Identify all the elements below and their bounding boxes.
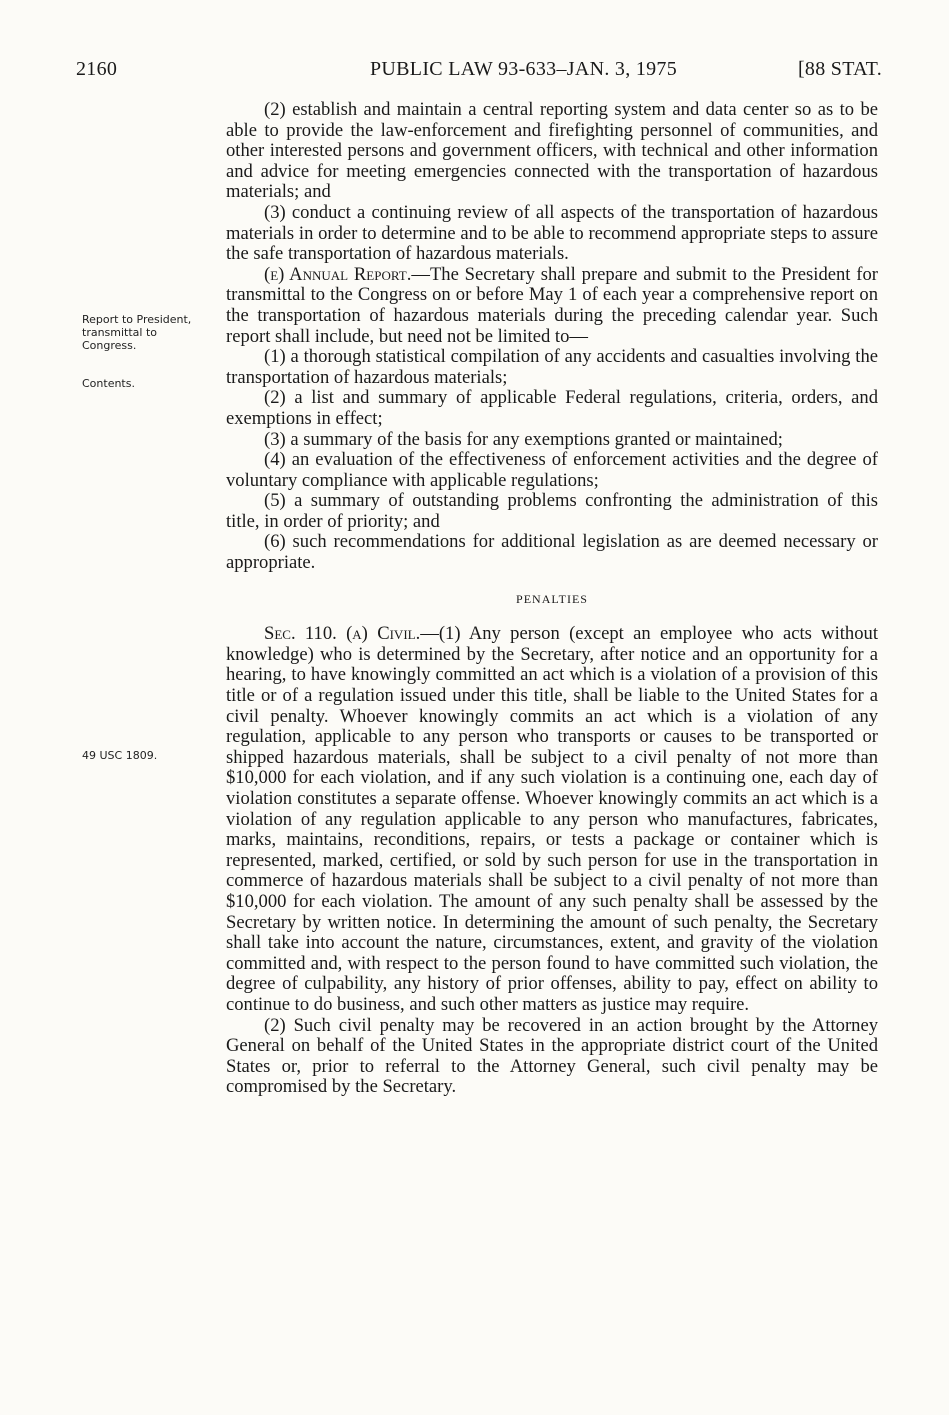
statute-reference: [88 STAT. [797, 58, 882, 80]
paragraph-continuing-review: (3) conduct a continuing review of all aspects of the transportation of hazardous materials in order to determine and to be able to recommend appropriate steps to assure the safe transportation of hazardous materials. [226, 201, 878, 265]
annual-report-text: —The Secretary shall prepare and submit to the President for transmittal to the Congress on or before May 1 of each year a comprehensive report on the transportation of hazardous materials during the preceding calendar year. Such report shall include, but need not be limited to— [226, 263, 878, 347]
report-item-4: (4) an evaluation of the effectiveness of enforcement activities and the degree of voluntary compliance with applicable regulations; [226, 449, 878, 491]
paragraph-civil-penalty-recovery: (2) Such civil penalty may be recovered in an action brought by the Attorney General on behalf of the United States in the appropriate district court of the United States or, prior to referral to the Attorney General, such civil penalty may be compromised by the Secretary. [226, 1014, 878, 1098]
margin-note-usc: 49 USC 1809. [82, 749, 158, 762]
section-heading-penalties: PENALTIES [516, 591, 588, 606]
paragraph-annual-report [226, 265, 878, 347]
page-title: PUBLIC LAW 93-633–JAN. 3, 1975 [370, 58, 678, 80]
report-item-2: (2) a list and summary of applicable Federal regulations, criteria, orders, and exemptions in effect; [226, 387, 878, 429]
page-number: 2160 [76, 58, 118, 80]
report-item-5: (5) a summary of outstanding problems confronting the administration of this title, in order of priority; and [226, 490, 878, 532]
margin-note-contents: Contents. [82, 377, 135, 390]
sec-110-label: Sec. 110. (a) Civil. [264, 623, 421, 645]
report-item-3: (3) a summary of the basis for any exemptions granted or maintained; [264, 428, 783, 450]
margin-note-report: Report to President, transmittal to Congress. [82, 313, 192, 352]
report-item-6: (6) such recommendations for additional legislation as are deemed necessary or appropriate. [226, 531, 878, 574]
report-item-1: (1) a thorough statistical compilation of any accidents and casualties involving the transportation of hazardous materials; [226, 346, 878, 388]
paragraph-establish-reporting: (2) establish and maintain a central reporting system and data center so as to be able to provide the law-enforcement and firefighting personnel of communities, and other interested persons and government officers, with technical and other information and advice for meeting emergencies connected with the transportation of hazardous materials; and [226, 99, 878, 203]
paragraph-sec-110-civil [226, 624, 878, 1015]
document-body [226, 100, 878, 1098]
page-header [76, 58, 882, 90]
annual-report-label: (e) Annual Report. [264, 263, 412, 285]
sec-110-text: —(1) Any person (except an employee who acts without knowledge) who is determined by the Secretary, after notice and an opportunity for a hearing, to have knowingly committed an act which is a violation of a provision of this title or of a regulation issued under this title, shall be liable to the United States for a civil penalty. Whoever knowingly commits an act which is a violation of any regulation, applicable to any person who transports or causes to be transported or shipped hazardous materials, shall be subject to a civil penalty of not more than $10,000 for each violation, and if any such violation is a continuing one, each day of violation constitutes a separate offense. Whoever knowingly commits an act which is a violation of any regulation applicable to any person who manufactures, fabricates, marks, maintains, reconditions, repairs, or tests a package or container which is represented, marked, certified, or sold by such person for use in the transportation in commerce of hazardous materials shall be subject to a civil penalty of not more than $10,000 for each violation. The amount of any such penalty shall be assessed by the Secretary by written notice. In determining the amount of such penalty, the Secretary shall take into account the nature, circumstances, extent, and gravity of the violation committed and, with respect to the person found to have committed such violation, the degree of culpability, any history of prior offenses, ability to pay, effect on ability to continue to do business, and such other matters as justice may require. [226, 623, 878, 1015]
